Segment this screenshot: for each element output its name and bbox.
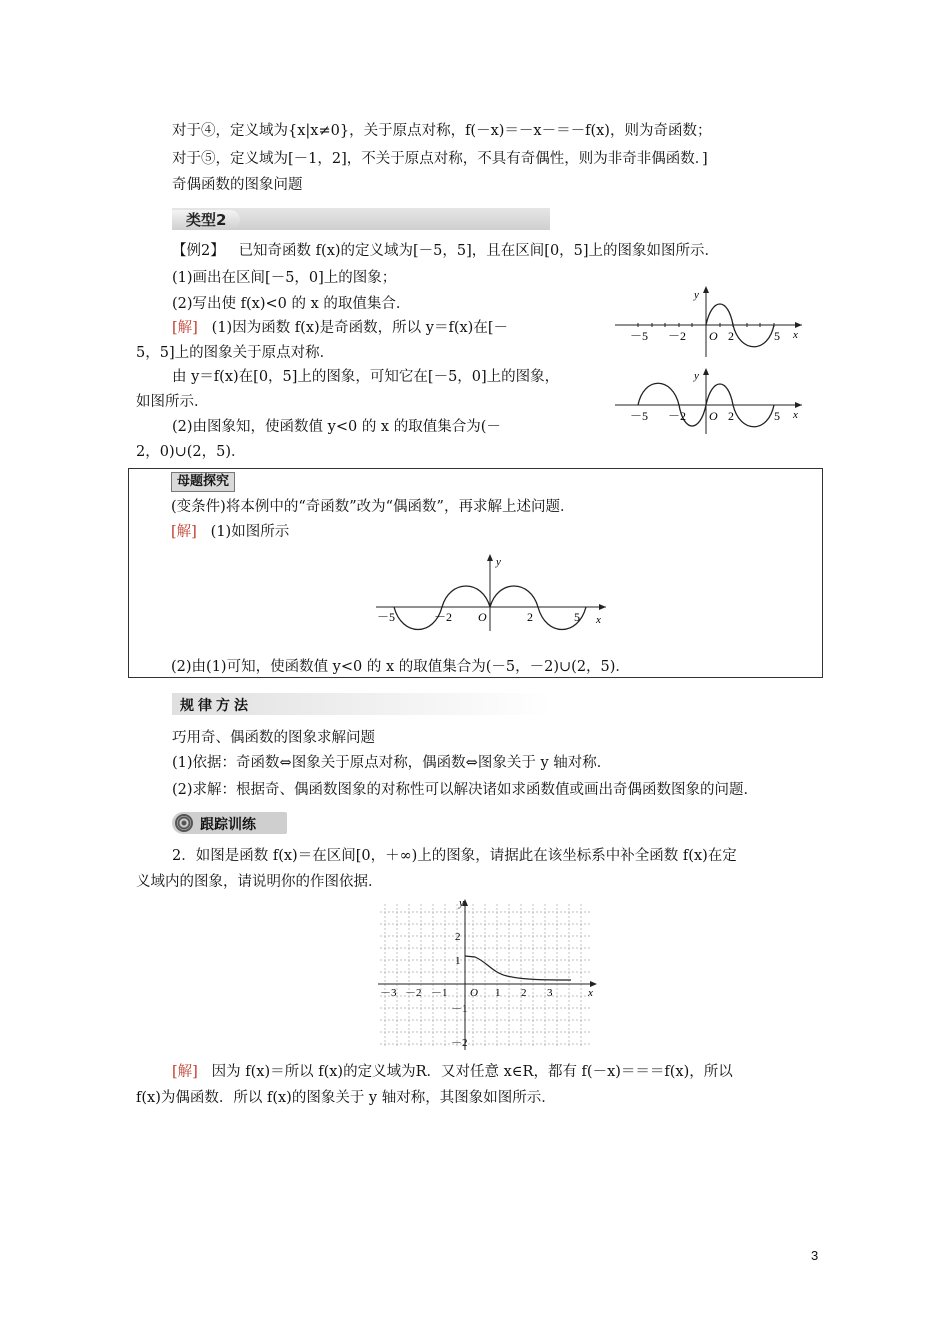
question-2: (2)写出使 f(x)<0 的 x 的取值集合． — [172, 296, 411, 312]
solution-line-1 — [172, 318, 508, 338]
x-axis-label: x — [793, 409, 798, 421]
practice-solution-text-1: 因为 f(x)＝所以 f(x)的定义域为R．又对任意 x∈R，都有 f(－x)＝＝＝f(x)，所以 — [211, 1064, 733, 1080]
solution-line-5: (2)由图象知，使函数值 y<0 的 x 的取值集合为(－ — [172, 419, 501, 435]
solution-line-3: 由 y＝f(x)在[0，5]上的图象，可知它在[－5，0]上的图象， — [172, 369, 560, 385]
tick-x-1: 1 — [495, 987, 501, 999]
variant-solution-2: (2)由(1)可知，使函数值 y<0 的 x 的取值集合为(－5，－2)∪(2，5)． — [171, 659, 630, 675]
tick-neg2: －2 — [668, 329, 687, 343]
intro-line-1: 对于④，定义域为{x|x≠0}，关于原点对称，f(－x)＝－x－＝－f(x)，则为奇函数； — [172, 123, 712, 139]
variant-solution-tag: [解] — [171, 524, 197, 540]
practice-banner — [172, 812, 287, 834]
tick-2: 2 — [728, 329, 734, 343]
tick-2: 2 — [527, 610, 533, 624]
method-p2: (2)求解：根据奇、偶函数图象的对称性可以解决诸如求函数值或画出奇偶函数图象的问题． — [172, 782, 759, 798]
type-banner — [172, 208, 550, 230]
origin-label: O — [709, 409, 718, 423]
origin-label: O — [470, 987, 478, 999]
tick-5: 5 — [774, 329, 780, 343]
y-axis-label: y — [694, 289, 699, 301]
x-axis-arrow — [795, 402, 802, 408]
intro-line-2: 对于⑤，定义域为[－1，2]，不关于原点对称，不具有奇偶性，则为非奇非偶函数．] — [172, 151, 708, 167]
solution-line-2: 5，5]上的图象关于原点对称． — [136, 345, 335, 361]
page-number: 3 — [811, 1248, 819, 1263]
target-icon — [175, 814, 193, 832]
origin-label: O — [709, 329, 718, 343]
graph-odd-complete — [610, 364, 810, 436]
method-p1: (1)依据：奇函数⇔图象关于原点对称，偶函数⇔图象关于 y 轴对称． — [172, 755, 612, 771]
tick-y-neg2: －2 — [451, 1037, 468, 1049]
x-axis-label: x — [596, 614, 601, 626]
tick-x-neg3: －3 — [380, 987, 397, 999]
practice-question-2: 义域内的图象，请说明你的作图依据． — [136, 874, 383, 890]
type-banner-label: 类型2 — [172, 210, 240, 230]
solution-line-6: 2，0)∪(2，5)． — [136, 444, 246, 460]
x-axis-arrow — [795, 322, 802, 328]
tick-x-neg2: －2 — [405, 987, 422, 999]
solution-line-4: 如图所示． — [136, 394, 209, 410]
tick-neg2: －2 — [434, 610, 453, 624]
x-axis-label: x — [588, 987, 593, 999]
variant-solution-1 — [171, 522, 289, 542]
tick-y-1: 1 — [455, 955, 461, 967]
tick-5: 5 — [574, 610, 580, 624]
tick-2: 2 — [728, 409, 734, 423]
tick-neg5: －5 — [630, 329, 649, 343]
y-axis-arrow — [703, 286, 709, 293]
solution-text-1: (1)因为函数 f(x)是奇函数，所以 y＝f(x)在[－ — [211, 320, 508, 336]
tick-x-neg1: －1 — [431, 987, 448, 999]
method-tag: 规律方法 — [180, 698, 252, 714]
variant-solution-text-1: (1)如图所示 — [210, 524, 290, 540]
tick-neg2: －2 — [668, 409, 687, 423]
tick-5: 5 — [774, 409, 780, 423]
practice-question-1: 2．如图是函数 f(x)＝在区间[0，＋∞)上的图象，请据此在该坐标系中补全函数 f(x)在定 — [172, 848, 737, 864]
y-axis-arrow — [703, 368, 709, 375]
y-axis-arrow — [487, 554, 493, 561]
example-label: 【例2】 — [172, 243, 225, 259]
tick-x-3: 3 — [547, 987, 553, 999]
tick-y-2: 2 — [455, 931, 461, 943]
practice-solution-tag: [解] — [172, 1064, 198, 1080]
practice-solution-2: f(x)为偶函数．所以 f(x)的图象关于 y 轴对称，其图象如图所示． — [136, 1090, 556, 1106]
grid-graph — [375, 896, 605, 1052]
function-curve — [465, 956, 571, 980]
section-heading: 奇偶函数的图象问题 — [172, 177, 303, 193]
variant-line-1: (变条件)将本例中的“奇函数”改为“偶函数”，再求解上述问题． — [171, 499, 575, 515]
practice-solution-1 — [172, 1062, 733, 1082]
origin-label: O — [478, 610, 487, 624]
y-axis-label: y — [459, 897, 464, 909]
tick-neg5: －5 — [377, 610, 396, 624]
graph-original — [610, 282, 810, 362]
solution-tag: [解] — [172, 320, 198, 336]
variant-tag: 母题探究 — [171, 472, 235, 492]
grid-lines — [380, 904, 590, 1048]
question-1: (1)画出在区间[－5，0]上的图象； — [172, 270, 397, 286]
tick-x-2: 2 — [521, 987, 527, 999]
method-title: 巧用奇、偶函数的图象求解问题 — [172, 730, 375, 746]
variant-box — [128, 468, 823, 678]
tick-neg5: －5 — [630, 409, 649, 423]
y-axis-label: y — [496, 556, 501, 568]
example-text: 已知奇函数 f(x)的定义域为[－5，5]，且在区间[0，5]上的图象如图所示． — [238, 243, 720, 259]
x-axis-arrow — [599, 604, 606, 610]
tick-y-neg1: －1 — [451, 1003, 468, 1015]
example-line — [172, 241, 719, 261]
graph-even — [374, 551, 614, 633]
y-axis-label: y — [694, 370, 699, 382]
x-axis-label: x — [793, 329, 798, 341]
practice-tag: 跟踪训练 — [200, 817, 256, 833]
method-banner — [172, 693, 552, 715]
